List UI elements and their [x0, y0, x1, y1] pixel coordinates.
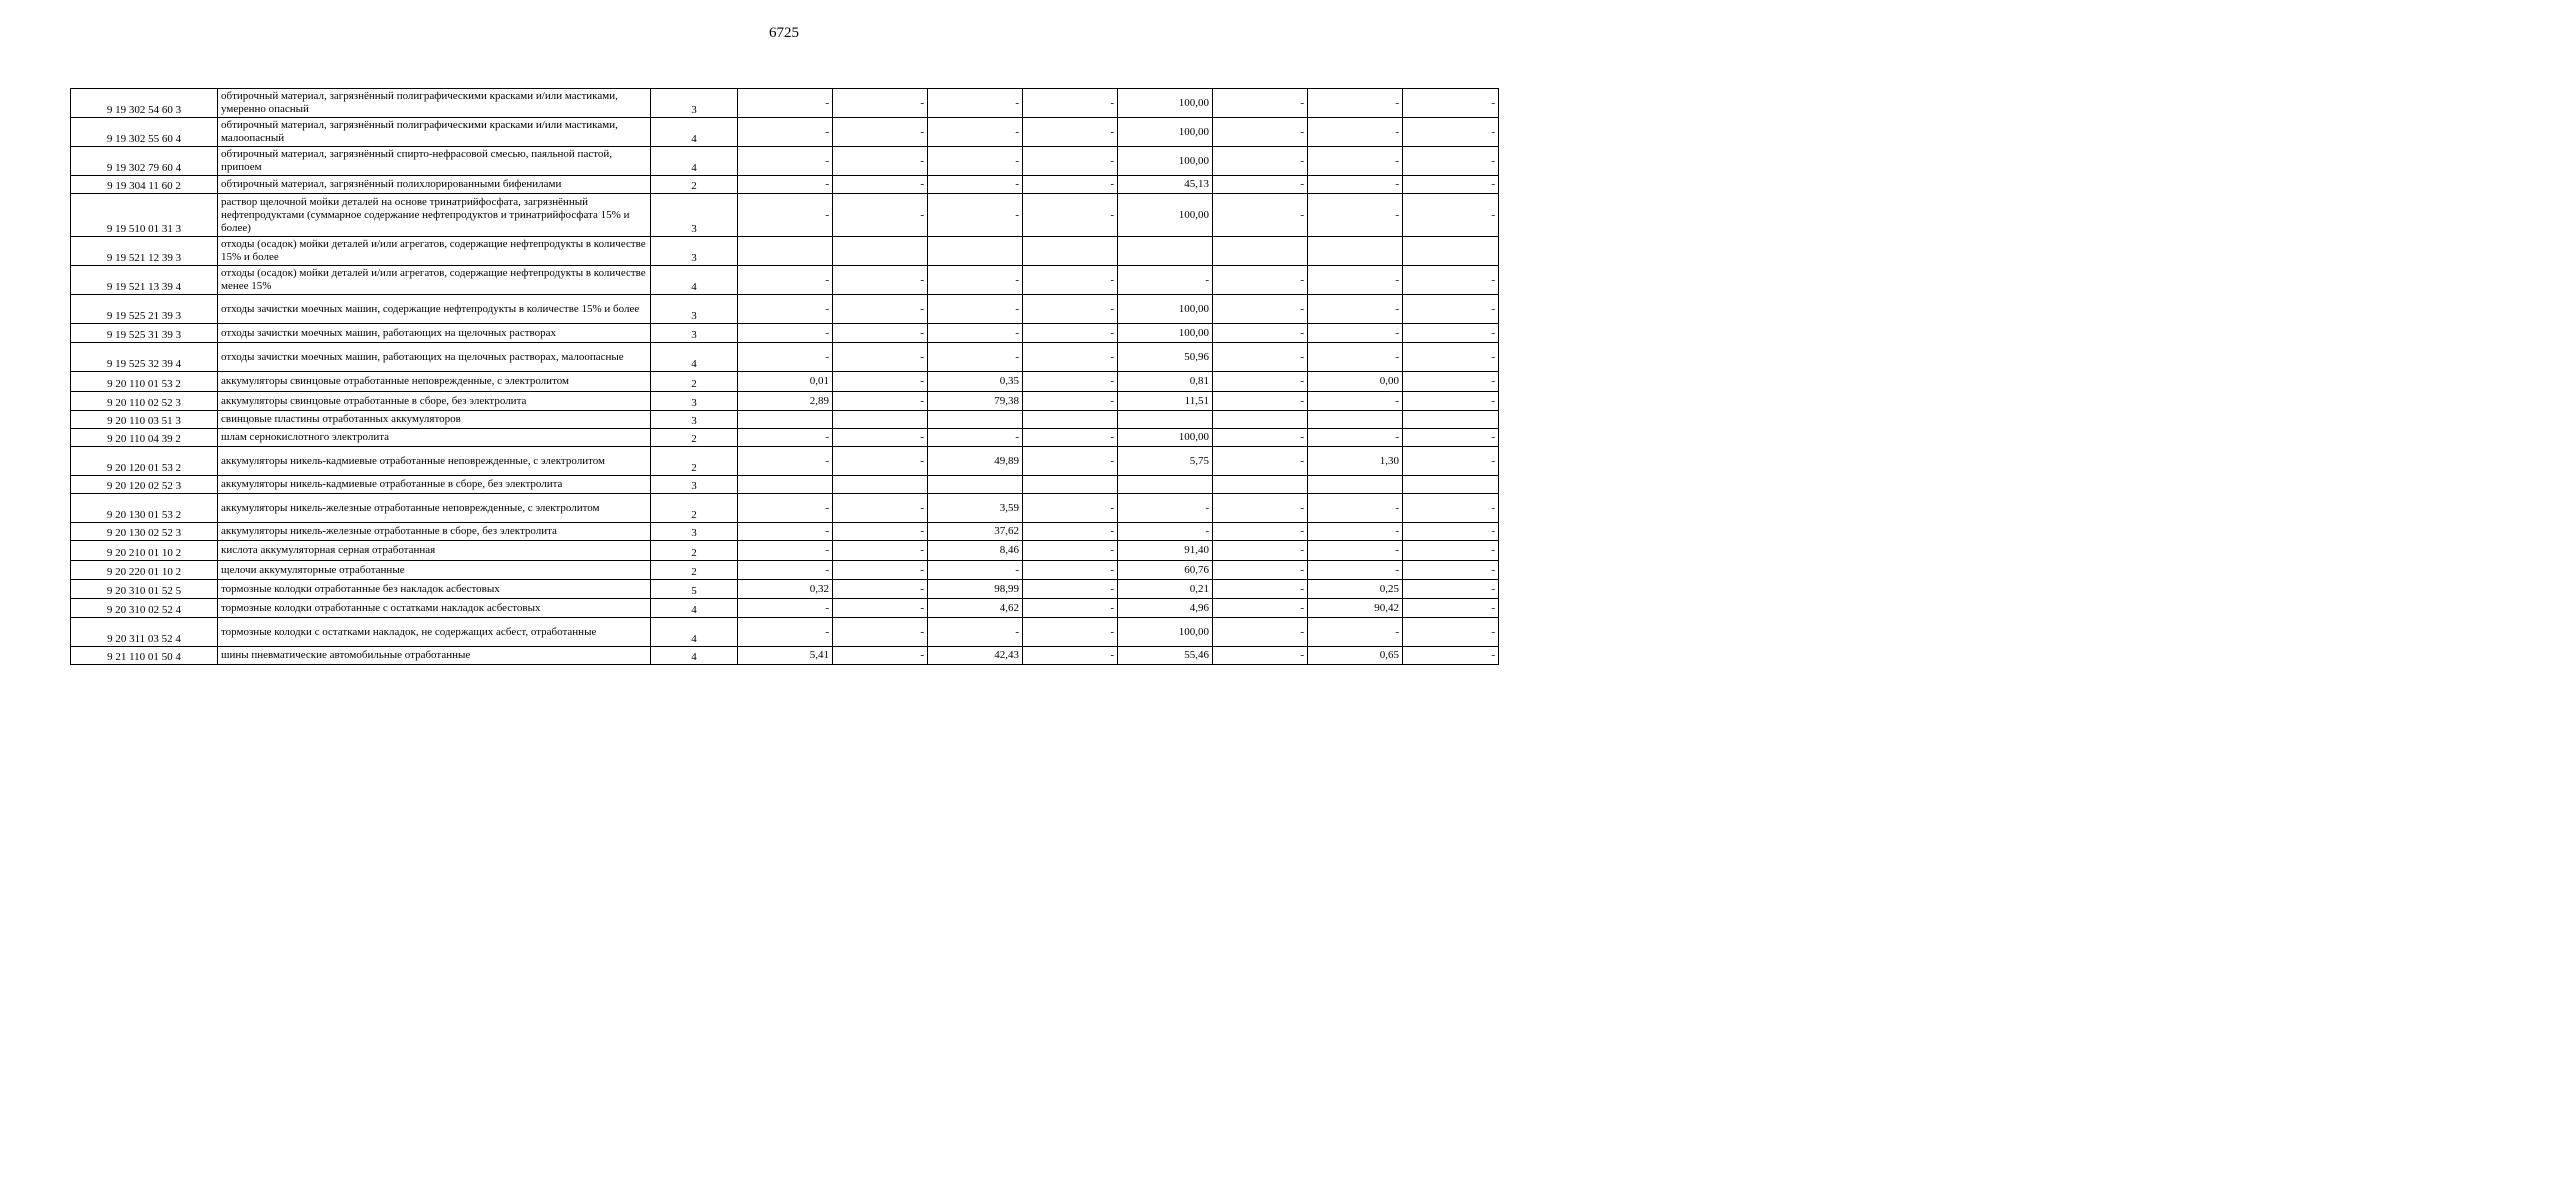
- value-cell: -: [1308, 343, 1403, 372]
- value-cell: 0,65: [1308, 647, 1403, 665]
- value-cell: -: [1403, 176, 1499, 194]
- value-cell: [833, 476, 928, 494]
- waste-code-cell: 9 19 521 12 39 3: [71, 237, 218, 266]
- value-cell: -: [738, 89, 833, 118]
- value-cell: -: [1403, 324, 1499, 343]
- value-cell: -: [1213, 580, 1308, 599]
- table-row: [71, 147, 1499, 176]
- hazard-class-cell: 4: [651, 118, 738, 147]
- table-row: [71, 89, 1499, 118]
- value-cell: -: [1023, 541, 1118, 561]
- value-cell: 45,13: [1118, 176, 1213, 194]
- value-cell: 0,21: [1118, 580, 1213, 599]
- value-cell: -: [1308, 176, 1403, 194]
- value-cell: -: [1023, 392, 1118, 411]
- value-cell: -: [738, 599, 833, 618]
- value-cell: -: [1023, 429, 1118, 447]
- value-cell: [1118, 411, 1213, 429]
- waste-name-cell: свинцовые пластины отработанных аккумуляторов: [218, 411, 651, 429]
- value-cell: -: [833, 647, 928, 665]
- value-cell: -: [1308, 324, 1403, 343]
- value-cell: -: [738, 561, 833, 580]
- waste-name-cell: обтирочный материал, загрязнённый полиграфическими красками и/или мастиками, умеренно опасный: [218, 89, 651, 118]
- waste-name-cell: тормозные колодки с остатками накладок, не содержащих асбест, отработанные: [218, 618, 651, 647]
- waste-name-cell: отходы (осадок) мойки деталей и/или агрегатов, содержащие нефтепродукты в количестве менее 15%: [218, 266, 651, 295]
- value-cell: 50,96: [1118, 343, 1213, 372]
- value-cell: -: [1308, 541, 1403, 561]
- value-cell: -: [738, 295, 833, 324]
- waste-name-cell: отходы (осадок) мойки деталей и/или агрегатов, содержащие нефтепродукты в количестве 15% и более: [218, 237, 651, 266]
- value-cell: 49,89: [928, 447, 1023, 476]
- hazard-class-cell: 3: [651, 237, 738, 266]
- value-cell: -: [833, 118, 928, 147]
- value-cell: 0,00: [1308, 372, 1403, 392]
- waste-code-cell: 9 20 220 01 10 2: [71, 561, 218, 580]
- waste-code-cell: 9 20 110 04 39 2: [71, 429, 218, 447]
- waste-code-cell: 9 19 302 79 60 4: [71, 147, 218, 176]
- value-cell: -: [1213, 647, 1308, 665]
- waste-code-cell: 9 19 525 31 39 3: [71, 324, 218, 343]
- waste-code-cell: 9 19 302 54 60 3: [71, 89, 218, 118]
- value-cell: 8,46: [928, 541, 1023, 561]
- value-cell: -: [738, 618, 833, 647]
- value-cell: [1308, 476, 1403, 494]
- hazard-class-cell: 2: [651, 176, 738, 194]
- value-cell: -: [833, 194, 928, 237]
- hazard-class-cell: 4: [651, 599, 738, 618]
- value-cell: -: [1213, 118, 1308, 147]
- value-cell: -: [928, 89, 1023, 118]
- value-cell: -: [738, 266, 833, 295]
- value-cell: 4,96: [1118, 599, 1213, 618]
- value-cell: 0,35: [928, 372, 1023, 392]
- waste-name-cell: аккумуляторы никель-железные отработанные в сборе, без электролита: [218, 523, 651, 541]
- value-cell: [928, 237, 1023, 266]
- value-cell: -: [1403, 599, 1499, 618]
- value-cell: 11,51: [1118, 392, 1213, 411]
- table-row: [71, 266, 1499, 295]
- table-row: [71, 343, 1499, 372]
- value-cell: -: [1213, 176, 1308, 194]
- value-cell: -: [1213, 599, 1308, 618]
- value-cell: -: [1213, 324, 1308, 343]
- value-cell: 0,32: [738, 580, 833, 599]
- value-cell: -: [1213, 147, 1308, 176]
- value-cell: -: [1403, 561, 1499, 580]
- table-row: [71, 561, 1499, 580]
- value-cell: -: [1213, 429, 1308, 447]
- value-cell: -: [1308, 618, 1403, 647]
- waste-code-cell: 9 20 130 02 52 3: [71, 523, 218, 541]
- hazard-class-cell: 4: [651, 147, 738, 176]
- value-cell: -: [833, 618, 928, 647]
- value-cell: [1403, 237, 1499, 266]
- table-body: [71, 89, 1499, 665]
- table-row: [71, 523, 1499, 541]
- value-cell: -: [1213, 194, 1308, 237]
- table-row: [71, 295, 1499, 324]
- value-cell: [738, 476, 833, 494]
- hazard-class-cell: 2: [651, 372, 738, 392]
- value-cell: [928, 411, 1023, 429]
- waste-name-cell: аккумуляторы никель-железные отработанные неповрежденные, с электролитом: [218, 494, 651, 523]
- value-cell: [1308, 237, 1403, 266]
- value-cell: 0,25: [1308, 580, 1403, 599]
- table-row: [71, 372, 1499, 392]
- value-cell: 100,00: [1118, 295, 1213, 324]
- value-cell: -: [833, 392, 928, 411]
- value-cell: 5,41: [738, 647, 833, 665]
- value-cell: -: [833, 147, 928, 176]
- waste-name-cell: шлам сернокислотного электролита: [218, 429, 651, 447]
- waste-code-cell: 9 19 525 21 39 3: [71, 295, 218, 324]
- value-cell: -: [928, 343, 1023, 372]
- value-cell: -: [1308, 523, 1403, 541]
- waste-name-cell: обтирочный материал, загрязнённый полиграфическими красками и/или мастиками, малоопасный: [218, 118, 651, 147]
- value-cell: -: [738, 447, 833, 476]
- waste-name-cell: отходы зачистки моечных машин, работающих на щелочных растворах, малоопасные: [218, 343, 651, 372]
- value-cell: -: [738, 118, 833, 147]
- value-cell: -: [1213, 295, 1308, 324]
- value-cell: -: [1213, 266, 1308, 295]
- value-cell: -: [1308, 266, 1403, 295]
- value-cell: 60,76: [1118, 561, 1213, 580]
- value-cell: -: [738, 429, 833, 447]
- value-cell: [1403, 476, 1499, 494]
- table-row: [71, 541, 1499, 561]
- table-row: [71, 476, 1499, 494]
- value-cell: -: [928, 324, 1023, 343]
- hazard-class-cell: 2: [651, 429, 738, 447]
- table-row: [71, 647, 1499, 665]
- waste-name-cell: щелочи аккумуляторные отработанные: [218, 561, 651, 580]
- value-cell: 37,62: [928, 523, 1023, 541]
- hazard-class-cell: 3: [651, 295, 738, 324]
- value-cell: 4,62: [928, 599, 1023, 618]
- waste-table: [70, 88, 1499, 665]
- hazard-class-cell: 4: [651, 343, 738, 372]
- value-cell: -: [738, 541, 833, 561]
- value-cell: -: [1023, 523, 1118, 541]
- value-cell: [1213, 411, 1308, 429]
- value-cell: -: [1213, 618, 1308, 647]
- value-cell: -: [1023, 89, 1118, 118]
- waste-code-cell: 9 20 311 03 52 4: [71, 618, 218, 647]
- value-cell: -: [738, 523, 833, 541]
- value-cell: -: [1308, 561, 1403, 580]
- value-cell: [833, 237, 928, 266]
- waste-name-cell: тормозные колодки отработанные без накладок асбестовых: [218, 580, 651, 599]
- value-cell: -: [928, 118, 1023, 147]
- value-cell: [833, 411, 928, 429]
- value-cell: -: [738, 176, 833, 194]
- value-cell: [1403, 411, 1499, 429]
- value-cell: -: [1403, 343, 1499, 372]
- value-cell: [1213, 476, 1308, 494]
- value-cell: [1023, 476, 1118, 494]
- value-cell: -: [1023, 647, 1118, 665]
- value-cell: -: [1023, 561, 1118, 580]
- value-cell: 98,99: [928, 580, 1023, 599]
- value-cell: -: [833, 523, 928, 541]
- value-cell: -: [1308, 118, 1403, 147]
- value-cell: 3,59: [928, 494, 1023, 523]
- value-cell: -: [1118, 266, 1213, 295]
- value-cell: -: [1403, 618, 1499, 647]
- value-cell: -: [928, 429, 1023, 447]
- value-cell: -: [1213, 392, 1308, 411]
- waste-name-cell: шины пневматические автомобильные отработанные: [218, 647, 651, 665]
- value-cell: -: [1403, 147, 1499, 176]
- value-cell: -: [833, 324, 928, 343]
- value-cell: [928, 476, 1023, 494]
- value-cell: -: [1403, 295, 1499, 324]
- value-cell: -: [1308, 194, 1403, 237]
- value-cell: -: [1213, 561, 1308, 580]
- waste-code-cell: 9 20 310 02 52 4: [71, 599, 218, 618]
- value-cell: -: [833, 494, 928, 523]
- value-cell: 42,43: [928, 647, 1023, 665]
- waste-name-cell: тормозные колодки отработанные с остатками накладок асбестовых: [218, 599, 651, 618]
- value-cell: -: [1023, 266, 1118, 295]
- value-cell: -: [928, 176, 1023, 194]
- value-cell: 1,30: [1308, 447, 1403, 476]
- value-cell: 100,00: [1118, 324, 1213, 343]
- value-cell: 55,46: [1118, 647, 1213, 665]
- value-cell: 100,00: [1118, 89, 1213, 118]
- value-cell: -: [1403, 429, 1499, 447]
- hazard-class-cell: 3: [651, 523, 738, 541]
- value-cell: 100,00: [1118, 618, 1213, 647]
- waste-name-cell: аккумуляторы свинцовые отработанные в сборе, без электролита: [218, 392, 651, 411]
- value-cell: 0,81: [1118, 372, 1213, 392]
- table-row: [71, 429, 1499, 447]
- value-cell: -: [1403, 194, 1499, 237]
- hazard-class-cell: 3: [651, 392, 738, 411]
- value-cell: -: [1118, 494, 1213, 523]
- value-cell: -: [928, 561, 1023, 580]
- waste-code-cell: 9 20 110 02 52 3: [71, 392, 218, 411]
- value-cell: -: [833, 447, 928, 476]
- value-cell: -: [1403, 647, 1499, 665]
- value-cell: -: [1023, 343, 1118, 372]
- waste-code-cell: 9 20 210 01 10 2: [71, 541, 218, 561]
- value-cell: -: [738, 194, 833, 237]
- table-row: [71, 618, 1499, 647]
- value-cell: -: [1023, 494, 1118, 523]
- value-cell: 100,00: [1118, 194, 1213, 237]
- value-cell: -: [1403, 118, 1499, 147]
- table-row: [71, 176, 1499, 194]
- value-cell: -: [1403, 372, 1499, 392]
- value-cell: -: [1023, 194, 1118, 237]
- hazard-class-cell: 3: [651, 411, 738, 429]
- value-cell: -: [1023, 447, 1118, 476]
- value-cell: [1023, 411, 1118, 429]
- value-cell: -: [738, 147, 833, 176]
- value-cell: -: [738, 343, 833, 372]
- value-cell: -: [1023, 599, 1118, 618]
- table-row: [71, 237, 1499, 266]
- value-cell: -: [1403, 447, 1499, 476]
- value-cell: -: [1023, 372, 1118, 392]
- value-cell: -: [1308, 295, 1403, 324]
- value-cell: [738, 237, 833, 266]
- value-cell: -: [1403, 266, 1499, 295]
- value-cell: -: [833, 266, 928, 295]
- value-cell: -: [1403, 89, 1499, 118]
- waste-name-cell: раствор щелочной мойки деталей на основе тринатрийфосфата, загрязнённый нефтепродуктами (суммарное содержание нефтепродуктов и тринатрийфосфата 15% и более): [218, 194, 651, 237]
- hazard-class-cell: 3: [651, 324, 738, 343]
- table-row: [71, 324, 1499, 343]
- value-cell: -: [1213, 494, 1308, 523]
- value-cell: -: [1403, 392, 1499, 411]
- value-cell: 100,00: [1118, 118, 1213, 147]
- waste-code-cell: 9 19 525 32 39 4: [71, 343, 218, 372]
- value-cell: [1213, 237, 1308, 266]
- value-cell: [1118, 476, 1213, 494]
- value-cell: -: [833, 343, 928, 372]
- hazard-class-cell: 3: [651, 476, 738, 494]
- waste-name-cell: аккумуляторы никель-кадмиевые отработанные в сборе, без электролита: [218, 476, 651, 494]
- value-cell: [1308, 411, 1403, 429]
- value-cell: -: [1213, 89, 1308, 118]
- hazard-class-cell: 4: [651, 647, 738, 665]
- value-cell: 100,00: [1118, 147, 1213, 176]
- value-cell: -: [1308, 494, 1403, 523]
- hazard-class-cell: 2: [651, 494, 738, 523]
- value-cell: -: [833, 176, 928, 194]
- waste-name-cell: отходы зачистки моечных машин, содержащие нефтепродукты в количестве 15% и более: [218, 295, 651, 324]
- value-cell: -: [1308, 147, 1403, 176]
- table-row: [71, 194, 1499, 237]
- hazard-class-cell: 2: [651, 447, 738, 476]
- hazard-class-cell: 5: [651, 580, 738, 599]
- waste-code-cell: 9 20 120 01 53 2: [71, 447, 218, 476]
- value-cell: -: [928, 194, 1023, 237]
- value-cell: 79,38: [928, 392, 1023, 411]
- waste-code-cell: 9 20 120 02 52 3: [71, 476, 218, 494]
- value-cell: -: [833, 429, 928, 447]
- waste-code-cell: 9 20 110 03 51 3: [71, 411, 218, 429]
- value-cell: 2,89: [738, 392, 833, 411]
- value-cell: -: [1023, 295, 1118, 324]
- table-row: [71, 118, 1499, 147]
- table-row: [71, 494, 1499, 523]
- waste-code-cell: 9 20 110 01 53 2: [71, 372, 218, 392]
- value-cell: -: [1023, 176, 1118, 194]
- page-number: 6725: [769, 25, 799, 41]
- table-row: [71, 580, 1499, 599]
- value-cell: -: [1023, 618, 1118, 647]
- value-cell: -: [1213, 447, 1308, 476]
- value-cell: -: [738, 324, 833, 343]
- waste-name-cell: кислота аккумуляторная серная отработанная: [218, 541, 651, 561]
- waste-code-cell: 9 19 510 01 31 3: [71, 194, 218, 237]
- hazard-class-cell: 3: [651, 194, 738, 237]
- hazard-class-cell: 4: [651, 618, 738, 647]
- value-cell: -: [833, 561, 928, 580]
- value-cell: -: [928, 266, 1023, 295]
- hazard-class-cell: 3: [651, 89, 738, 118]
- value-cell: -: [1308, 89, 1403, 118]
- value-cell: -: [833, 89, 928, 118]
- value-cell: [1118, 237, 1213, 266]
- waste-code-cell: 9 21 110 01 50 4: [71, 647, 218, 665]
- value-cell: 100,00: [1118, 429, 1213, 447]
- hazard-class-cell: 2: [651, 541, 738, 561]
- waste-code-cell: 9 19 521 13 39 4: [71, 266, 218, 295]
- waste-code-cell: 9 19 304 11 60 2: [71, 176, 218, 194]
- waste-code-cell: 9 20 310 01 52 5: [71, 580, 218, 599]
- value-cell: -: [833, 541, 928, 561]
- value-cell: -: [1308, 392, 1403, 411]
- waste-name-cell: обтирочный материал, загрязнённый полихлорированными бифенилами: [218, 176, 651, 194]
- table-row: [71, 599, 1499, 618]
- value-cell: -: [1403, 541, 1499, 561]
- value-cell: 5,75: [1118, 447, 1213, 476]
- waste-name-cell: отходы зачистки моечных машин, работающих на щелочных растворах: [218, 324, 651, 343]
- value-cell: -: [928, 295, 1023, 324]
- value-cell: [738, 411, 833, 429]
- value-cell: [1023, 237, 1118, 266]
- value-cell: -: [1023, 324, 1118, 343]
- waste-code-cell: 9 19 302 55 60 4: [71, 118, 218, 147]
- value-cell: -: [833, 599, 928, 618]
- hazard-class-cell: 4: [651, 266, 738, 295]
- value-cell: 90,42: [1308, 599, 1403, 618]
- value-cell: -: [1023, 147, 1118, 176]
- value-cell: 0,01: [738, 372, 833, 392]
- value-cell: 91,40: [1118, 541, 1213, 561]
- waste-code-cell: 9 20 130 01 53 2: [71, 494, 218, 523]
- value-cell: -: [833, 295, 928, 324]
- value-cell: -: [738, 494, 833, 523]
- table-row: [71, 447, 1499, 476]
- value-cell: -: [833, 580, 928, 599]
- value-cell: -: [1403, 580, 1499, 599]
- table-row: [71, 411, 1499, 429]
- value-cell: -: [1213, 343, 1308, 372]
- value-cell: -: [1213, 541, 1308, 561]
- waste-name-cell: аккумуляторы свинцовые отработанные неповрежденные, с электролитом: [218, 372, 651, 392]
- value-cell: -: [833, 372, 928, 392]
- table-row: [71, 392, 1499, 411]
- hazard-class-cell: 2: [651, 561, 738, 580]
- value-cell: -: [1403, 494, 1499, 523]
- value-cell: -: [1213, 523, 1308, 541]
- value-cell: -: [928, 618, 1023, 647]
- waste-name-cell: обтирочный материал, загрязнённый спирто-нефрасовой смесью, паяльной пастой, припоем: [218, 147, 651, 176]
- value-cell: -: [1213, 372, 1308, 392]
- value-cell: -: [928, 147, 1023, 176]
- value-cell: -: [1308, 429, 1403, 447]
- value-cell: -: [1403, 523, 1499, 541]
- value-cell: -: [1023, 580, 1118, 599]
- value-cell: -: [1023, 118, 1118, 147]
- waste-name-cell: аккумуляторы никель-кадмиевые отработанные неповрежденные, с электролитом: [218, 447, 651, 476]
- value-cell: -: [1118, 523, 1213, 541]
